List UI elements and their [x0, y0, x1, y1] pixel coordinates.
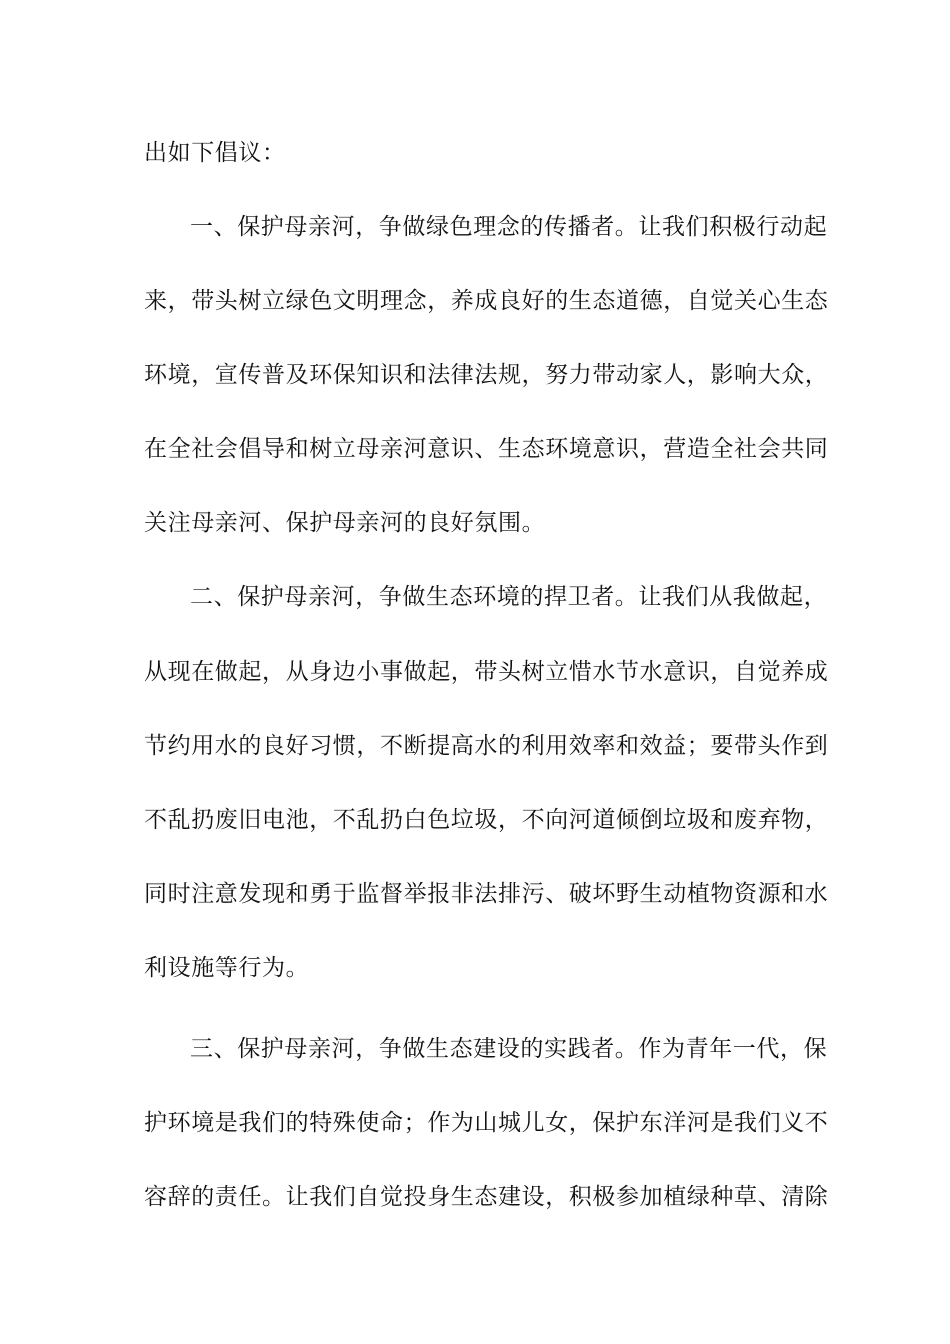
text-line: 同时注意发现和勇于监督举报非法排污、破坏野生动植物资源和水 [144, 881, 829, 907]
text-line: 来，带头树立绿色文明理念，养成良好的生态道德，自觉关心生态 [144, 288, 829, 314]
text-line: 三、保护母亲河，争做生态建设的实践者。作为青年一代，保 [190, 1036, 828, 1062]
text-line: 容辞的责任。让我们自觉投身生态建设，积极参加植绿种草、清除 [144, 1184, 829, 1210]
text-line: 从现在做起，从身边小事做起，带头树立惜水节水意识，自觉养成 [144, 659, 829, 685]
text-line: 二、保护母亲河，争做生态环境的捍卫者。让我们从我做起， [190, 584, 828, 610]
text-line: 出如下倡议： [144, 140, 286, 166]
text-line: 节约用水的良好习惯，不断提高水的利用效率和效益；要带头作到 [144, 733, 829, 759]
text-line: 在全社会倡导和树立母亲河意识、生态环境意识，营造全社会共同 [144, 436, 829, 462]
text-line: 利设施等行为。 [144, 955, 310, 981]
text-line: 环境，宣传普及环保知识和法律法规，努力带动家人，影响大众， [144, 362, 829, 388]
text-line: 不乱扔废旧电池，不乱扔白色垃圾，不向河道倾倒垃圾和废弃物， [144, 807, 829, 833]
text-line: 护环境是我们的特殊使命；作为山城儿女，保护东洋河是我们义不 [144, 1110, 829, 1136]
text-line: 关注母亲河、保护母亲河的良好氛围。 [144, 510, 546, 536]
text-line: 一、保护母亲河，争做绿色理念的传播者。让我们积极行动起 [190, 214, 828, 240]
